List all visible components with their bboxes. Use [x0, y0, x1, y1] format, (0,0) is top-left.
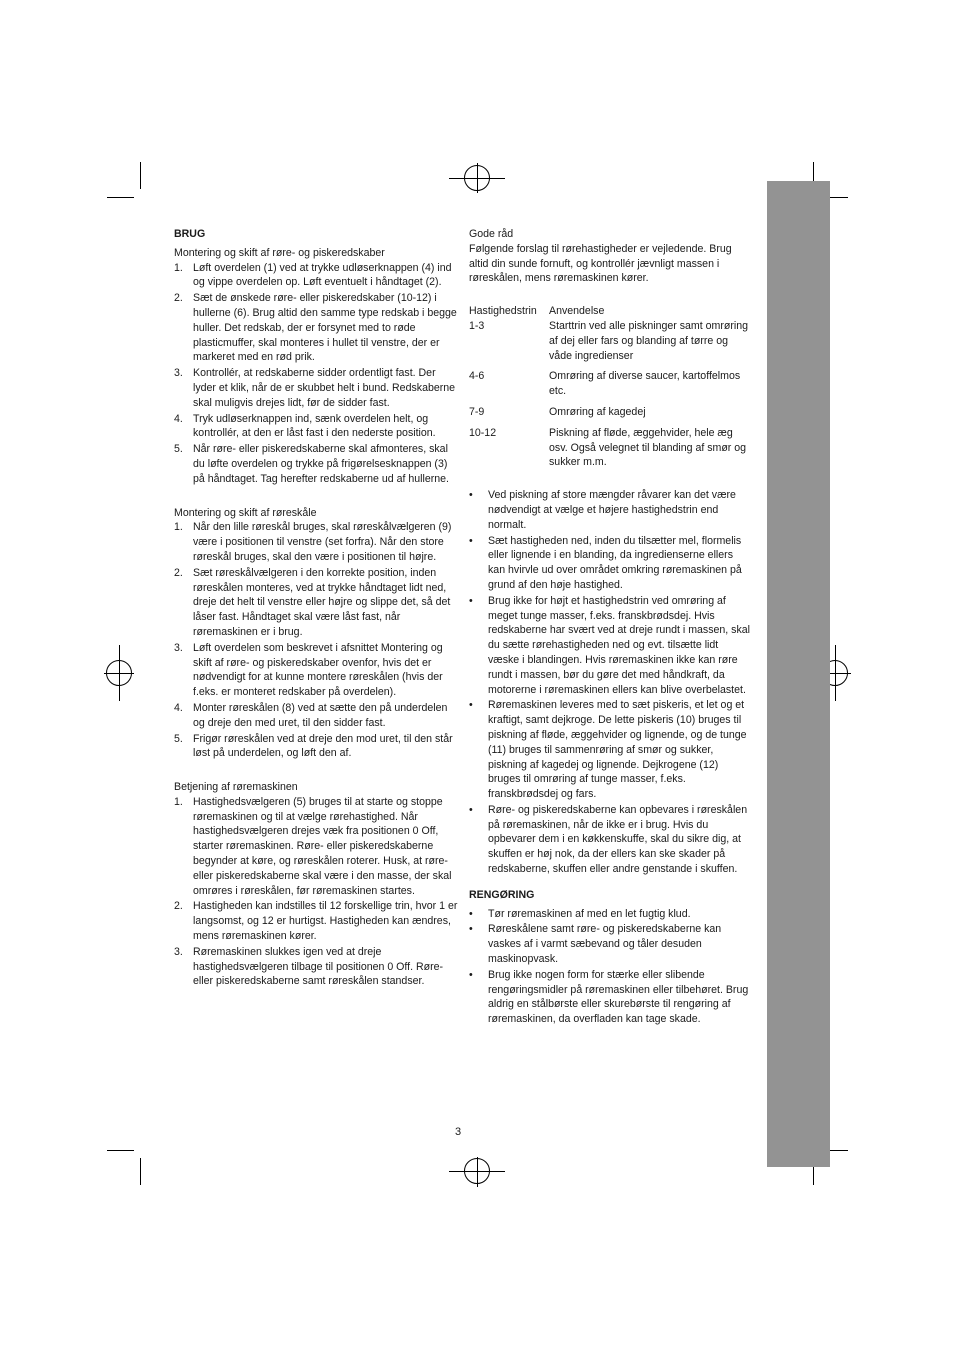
list-item: 2. Sæt de ønskede røre- eller piskeredskaber (10-12) i hullerne (6). Brug altid den samme type redskab i begge huller. Det redskab, der er forsynet med to røde plasticmuffer, skal monteres i hullet til venstre, der er markeret med en rød prik.	[174, 292, 457, 364]
crop-mark	[107, 197, 134, 198]
list-item: • Røreskålene samt røre- og piskeredskaberne kan vaskes af i varmt sæbevand og tåler desuden maskinopvask.	[469, 923, 722, 966]
left-column	[174, 227, 460, 990]
list-item: 1. Hastighedsvælgeren (5) bruges til at starte og stoppe røremaskinen og til at vælge rørehastighed. Når hastighedsvælgeren drejes væk fra positionen 0 Off, starter røremaskinen. Røre- eller piskeredskaberne begynder at køre, og røreskålen roterer. Husk, at røre- eller piskeredskaberne skal være i den masse, der skal omrøres i røreskålen, før røremaskinen startes.	[174, 795, 452, 897]
list-item: • Ved piskning af store mængder råvarer kan det være nødvendigt at vælge et højere hastighedstrin end normalt.	[469, 489, 736, 531]
crop-mark	[140, 162, 141, 189]
table-row	[469, 405, 751, 426]
table-row	[469, 426, 751, 470]
table-row	[469, 319, 751, 369]
speed-table	[469, 304, 751, 470]
table-cell: Piskning af fløde, æggehvider, hele æg osv. Også velegnet til blanding af smør og sukker m.m.	[549, 426, 747, 469]
list-item: 3. Løft overdelen som beskrevet i afsnittet Montering og skift af røre- og piskeredskaber ovenfor, hvis det er nødvendigt for at kunne montere røreskålen (hvis der f.eks. er monteret redskaber på overdelen).	[174, 641, 443, 699]
list-item: • Tør røremaskinen af med en let fugtig klud.	[469, 907, 691, 920]
subheading: Montering og skift af røreskåle	[174, 506, 317, 519]
list-item: 4. Tryk udløserknappen ind, sænk overdelen helt, og kontrollér, at den er låst fast i den nederste position.	[174, 412, 436, 440]
crop-mark	[140, 1158, 141, 1185]
list-item: • Røre- og piskeredskaberne kan opbevares i røreskålen på røremaskinen, når de ikke er i brug. Hvis du opbevarer dem i en køkkenskuffe, skal du sikre dig, at skuffen er høj nok, da der ellers kan ske skader på redskaberne, skuffen eller andre genstande i skuffen.	[469, 803, 748, 876]
bullet-list	[469, 907, 751, 1027]
numbered-list	[174, 520, 460, 761]
bullet-list	[469, 488, 751, 877]
subheading-tips: Gode råd	[469, 228, 514, 240]
table-cell: 7-9	[469, 405, 485, 418]
list-item: • Brug ikke for højt et hastighedstrin ved omrøring af meget tunge masser, f.eks. franskbrødsdej. Hvis redskaberne har svært ved at dreje rundt i massen, skal du sætte rørehastigheden ned og evt. tilsætte lidt væske i blandingen. Hvis røremaskinen ikke kan røre rundt i massen, bør du gøre det med håndkraft, da motorerne i røremaskinen ellers kan blive overbelastet.	[469, 594, 751, 696]
table-row	[469, 369, 751, 405]
list-item: 1. Løft overdelen (1) ved at trykke udløserknappen (4) ind og vippe overdelen op. Løft eventuelt i håndtaget (2).	[174, 261, 452, 289]
table-cell: 4-6	[469, 370, 485, 383]
list-item: • Røremaskinen leveres med to sæt piskeris, et let og et kraftigt, samt dejkroge. De lette piskeris (10) bruges til piskning af fløde, æggehvider og lignende, og de tunge (11) bruges til sammenrøring af smør og sukker, piskning af kagedej og lignende. Dejkrogene (12) bruges til omrøring af tunge masser, f.eks. franskbrødsdej og fars.	[469, 699, 747, 801]
table-header-speed: Hastighedstrin	[469, 305, 537, 318]
list-item: 2. Sæt røreskålvælgeren i den korrekte position, inden røreskålen monteres, ved at trykke håndtaget lidt ned, dreje det helt til venstre eller højre og slippe det, så det låser fast. Håndtaget skal være låst fast, når røremaskinen er i brug.	[174, 566, 451, 638]
list-item: 2. Hastigheden kan indstilles til 12 forskellige trin, hvor 1 er langsomst, og 12 er hurtigst. Hastigheden kan ændres, mens røremaskinen kører.	[174, 900, 458, 943]
list-item: 1. Når den lille røreskål bruges, skal røreskålvælgeren (9) være i positionen til venstre (set forfra). Når den store røreskål bruges, skal den være i positionen til højre.	[174, 521, 452, 563]
list-item: 5. Når røre- eller piskeredskaberne skal afmonteres, skal du løfte overdelen og trykke på frigørelsesknappen (3) på håndtaget. Tag herefter redskaberne ud af hullerne.	[174, 443, 450, 485]
table-cell: 1-3	[469, 319, 485, 332]
right-column	[469, 227, 751, 1028]
page-number: 3	[455, 1126, 462, 1138]
numbered-list	[174, 795, 460, 989]
tips-intro: Følgende forslag til rørehastigheder er vejledende. Brug altid din sunde fornuft, og kontrollér jævnligt massen i røreskålen, mens røremaskinen kører.	[469, 242, 732, 285]
list-item: 4. Monter røreskålen (8) ved at sætte den på underdelen og dreje den med uret, til den sidder fast.	[174, 701, 448, 729]
subheading: Betjening af røremaskinen	[174, 781, 298, 794]
numbered-list	[174, 261, 460, 487]
list-item: 3. Kontrollér, at redskaberne sidder ordentligt fast. Der lyder et klik, når de er skubbet helt i bund. Redskaberne skal muligvis drejes lidt, før de sidder fast.	[174, 367, 456, 409]
section-heading-rengoring: RENGØRING	[469, 888, 535, 901]
section-heading-brug: BRUG	[174, 228, 206, 240]
table-header-row	[469, 304, 751, 319]
side-tab	[767, 181, 830, 1167]
table-cell: Omrøring af diverse saucer, kartoffelmos etc.	[549, 370, 741, 398]
list-item: • Brug ikke nogen form for stærke eller slibende rengøringsmidler på røremaskinen eller tilbehøret. Brug aldrig en stålbørste eller skurebørste til rengøring af røremaskinen, da overfladen kan tage skade.	[469, 968, 749, 1026]
list-item: • Sæt hastigheden ned, inden du tilsætter mel, flormelis eller lignende i en blanding, da ingredienserne ellers kan hvirvle ud over området omkring røremaskinen på grund af den høje hastighed.	[469, 534, 742, 591]
table-cell: Starttrin ved alle piskninger samt omrøring af dej eller fars og blanding af tørre og våde ingredienser	[549, 319, 749, 362]
list-item: 5. Frigør røreskålen ved at dreje den mod uret, til den står løst på underdelen, og løft den af.	[174, 732, 453, 760]
table-cell: 10-12	[469, 426, 497, 439]
crop-mark	[107, 1150, 134, 1151]
table-header-use: Anvendelse	[549, 305, 605, 318]
subheading: Montering og skift af røre- og piskeredskaber	[174, 246, 385, 259]
list-item: 3. Røremaskinen slukkes igen ved at dreje hastighedsvælgeren tilbage til positionen 0 Off. Røre- eller piskeredskaberne samt røreskålen standser.	[174, 945, 444, 988]
table-cell: Omrøring af kagedej	[549, 405, 646, 418]
